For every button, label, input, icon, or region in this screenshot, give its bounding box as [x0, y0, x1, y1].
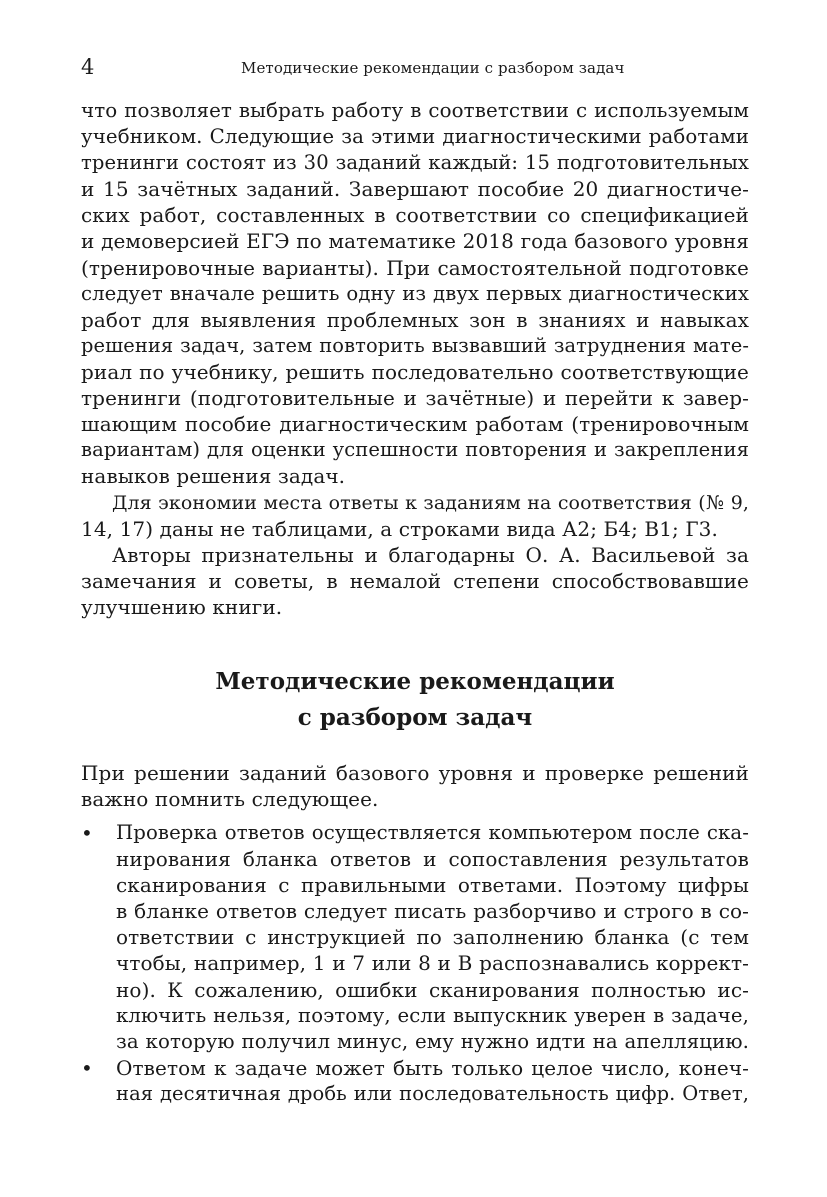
running-title: Методические рекомендации с разбором задач [241, 59, 625, 77]
section-heading-line1: Методические рекомендации [215, 668, 615, 695]
bullet-text [116, 1055, 749, 1107]
page-number: 4 [81, 55, 95, 79]
bullet-text [116, 820, 749, 1055]
text-line: При решении заданий базового уровня и проверке решений [81, 761, 749, 785]
text-line: тренинги (подготовительные и зачётные) и перейти к завер- [81, 386, 749, 411]
text-line: улучшению книги. [81, 594, 283, 619]
text-line: вариантам) для оценки успешности повторения и закрепления [81, 438, 749, 462]
text-line: (тренировочные варианты). При самостоятельной подготовке [81, 255, 749, 280]
text-line: следует вначале решить одну из двух первых диагностических [81, 281, 749, 305]
bullet-marker: • [81, 821, 93, 845]
text-line: нирования бланка ответов и сопоставления результатов [116, 847, 749, 872]
text-line: решения задач, затем повторить вызвавший затруднения мате- [81, 333, 749, 357]
text-line: в бланке ответов следует писать разборчиво и строго в со- [116, 899, 749, 924]
economy-paragraph [81, 490, 749, 542]
text-line: ключить нельзя, поэтому, если выпускник уверен в задаче, [116, 1003, 749, 1027]
text-line: замечания и советы, в немалой степени способствовавшие [81, 568, 749, 593]
text-line: Авторы признательны и благодарны О. А. Васильевой за [112, 542, 749, 567]
text-line: за которую получил минус, ему нужно идти на апелляцию. [116, 1029, 749, 1053]
running-head [81, 54, 749, 84]
bullet-item [81, 1055, 749, 1109]
text-line: ских работ, составленных в соответствии со спецификацией [81, 203, 749, 228]
text-line: чтобы, например, 1 и 7 или 8 и В распознавались коррект- [116, 951, 749, 976]
section-intro-paragraph [81, 760, 749, 812]
text-line: навыков решения задач. [81, 464, 346, 489]
section-heading-line2: с разбором задач [297, 704, 533, 731]
text-line: шающим пособие диагностическим работам (тренировочным [81, 412, 749, 437]
bullet-item [81, 820, 749, 1056]
text-line: что позволяет выбрать работу в соответствии с используемым [81, 99, 749, 122]
text-line: и 15 зачётных заданий. Завершают пособие 20 диагностиче- [81, 177, 749, 202]
text-line: сканирования с правильными ответами. Поэтому цифры [116, 873, 749, 898]
text-line: тренинги состоят из 30 заданий каждый: 15 подготовительных [81, 151, 749, 175]
text-line: но). К сожалению, ошибки сканирования полностью ис- [116, 977, 749, 1002]
text-line: ная десятичная дробь или последовательность цифр. Ответ, [116, 1082, 749, 1106]
text-line: ответствии с инструкцией по заполнению бланка (с тем [116, 925, 749, 950]
text-line: учебником. Следующие за этими диагностическими работами [81, 125, 749, 149]
text-line: работ для выявления проблемных зон в знаниях и навыках [81, 307, 749, 332]
bullet-marker: • [81, 1056, 93, 1080]
text-line: 14, 17) даны не таблицами, а строками вида А2; Б4; В1; Г3. [81, 516, 718, 541]
text-line: Для экономии места ответы к заданиям на соответствия (№ 9, [112, 491, 749, 514]
text-line: риал по учебнику, решить последовательно соответствующие [81, 359, 749, 384]
section-heading [81, 664, 749, 736]
text-line: и демоверсией ЕГЭ по математике 2018 года базового уровня [81, 229, 749, 254]
text-line: Проверка ответов осуществляется компьютером после ска- [116, 821, 749, 844]
thanks-paragraph [81, 542, 749, 620]
text-line: важно помнить следующее. [81, 787, 379, 812]
intro-paragraph [81, 98, 749, 489]
text-line: Ответом к задаче может быть только целое число, конеч- [116, 1056, 749, 1080]
